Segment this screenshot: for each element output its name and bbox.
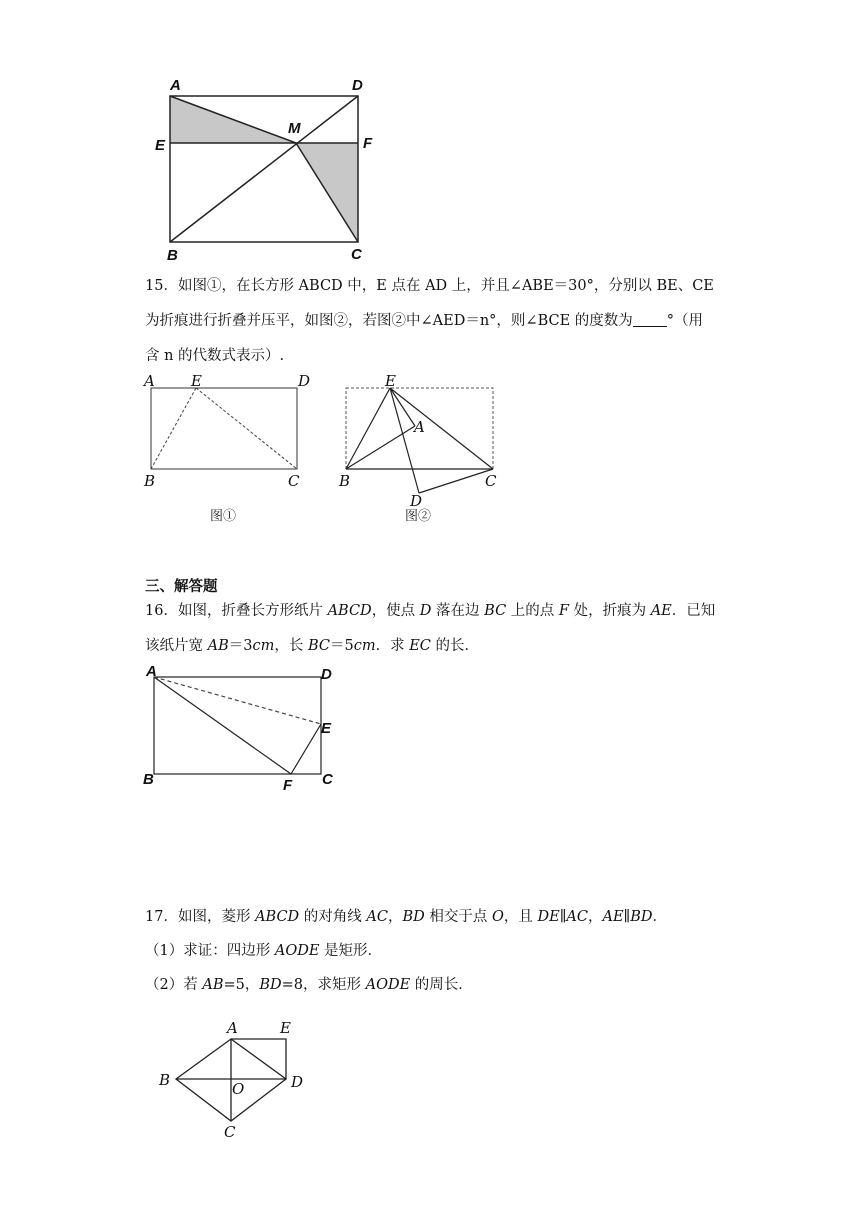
fig2-label-a: A xyxy=(414,418,425,436)
fig2-label-c: C xyxy=(485,472,497,490)
fig1-label-c: C xyxy=(288,472,300,490)
fig2-caption: 图② xyxy=(405,509,432,524)
q15-line-2: 为折痕进行折叠并压平，如图②，若图②中∠AED＝n°，则∠BCE 的度数为 °（用 xyxy=(145,313,704,329)
q17-label-d: D xyxy=(291,1073,304,1091)
q16-label-e: E xyxy=(321,720,332,737)
q17-label-b: B xyxy=(159,1071,171,1089)
answer-blank xyxy=(633,312,667,327)
vertex-label-f: F xyxy=(363,135,373,152)
q16-figure xyxy=(140,660,350,795)
q16-label-a: A xyxy=(146,663,157,680)
fig1-label-b: B xyxy=(144,472,156,490)
fig2-label-b: B xyxy=(339,472,351,490)
vertex-label-b: B xyxy=(167,247,178,264)
fig2-label-e: E xyxy=(385,372,396,390)
fig1-caption: 图① xyxy=(210,509,237,524)
q15-line-1: 15．如图①，在长方形 ABCD 中，E 点在 AD 上，并且∠ABE＝30°，分别以 BE、CE xyxy=(145,278,714,294)
q16-label-d: D xyxy=(321,666,332,683)
q17-label-a: A xyxy=(227,1019,238,1037)
figure-rectangle-shaded xyxy=(145,70,395,270)
q15-line-3: 含 n 的代数式表示）. xyxy=(145,348,285,364)
q17-figure xyxy=(150,1015,320,1145)
q16-label-c: C xyxy=(322,771,333,788)
vertex-label-m: M xyxy=(288,120,301,137)
q16-label-f: F xyxy=(283,777,293,794)
fig2-label-d: D xyxy=(410,492,423,510)
vertex-label-a: A xyxy=(170,77,181,94)
fig1-label-a: A xyxy=(144,372,155,390)
q17-label-e: E xyxy=(280,1019,291,1037)
q17-line-1: 17．如图，菱形 ABCD 的对角线 AC，BD 相交于点 O，且 DE∥AC，AE∥BD． xyxy=(145,909,668,925)
q17-line-2: （1）求证：四边形 AODE 是矩形． xyxy=(145,943,383,959)
q15-figure-1 xyxy=(140,370,320,530)
vertex-label-c: C xyxy=(351,246,362,263)
fig1-label-e: E xyxy=(191,372,202,390)
q15-figure-2 xyxy=(335,370,515,530)
fig1-label-d: D xyxy=(298,372,311,390)
vertex-label-d: D xyxy=(352,77,363,94)
q16-line-2: 该纸片宽 AB＝3cm，长 BC＝5cm．求 EC 的长． xyxy=(145,638,480,654)
q17-label-o: O xyxy=(232,1080,245,1098)
vertex-label-e: E xyxy=(155,137,166,154)
section-title: 三、解答题 xyxy=(145,579,218,595)
q17-label-c: C xyxy=(224,1123,236,1141)
q17-line-3: （2）若 AB=5，BD=8，求矩形 AODE 的周长． xyxy=(145,977,473,993)
q16-label-b: B xyxy=(143,771,154,788)
q16-line-1: 16．如图，折叠长方形纸片 ABCD，使点 D 落在边 BC 上的点 F 处，折痕为 AE．已知 xyxy=(145,603,716,619)
